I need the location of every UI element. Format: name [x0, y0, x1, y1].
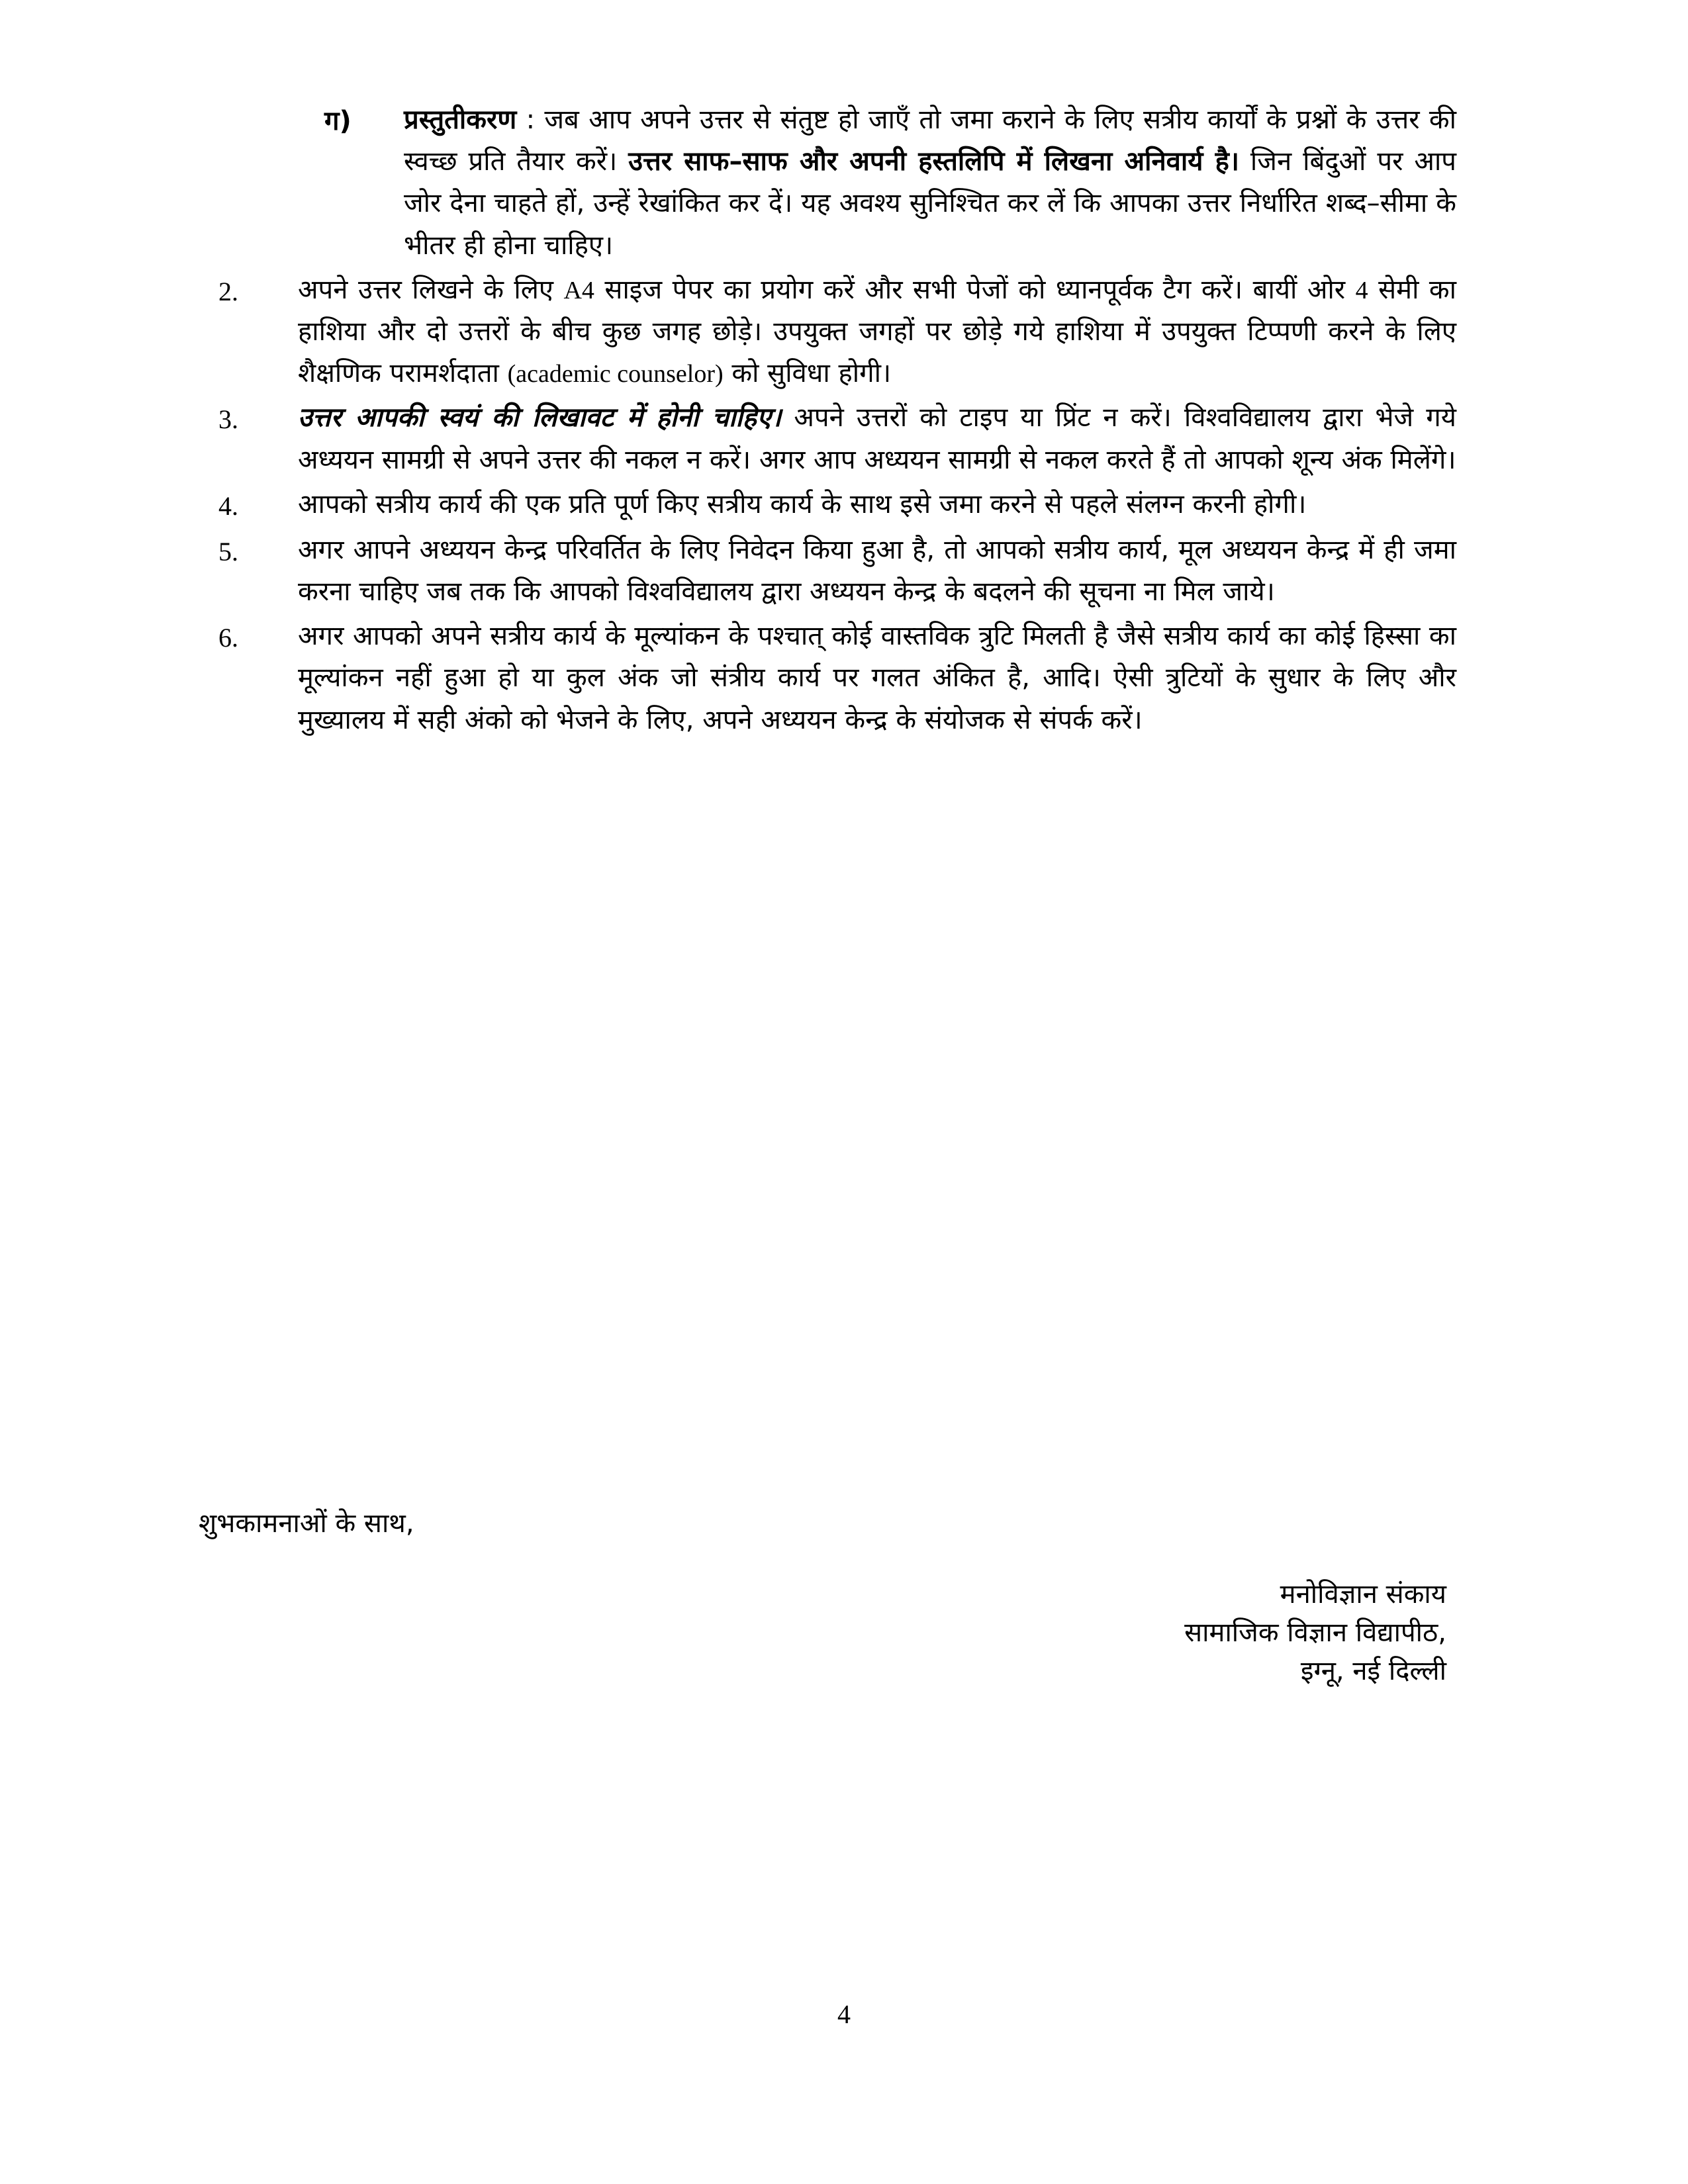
item2-academic-counselor: (academic counselor)	[507, 360, 724, 388]
list-item-6	[218, 615, 1456, 741]
list-item-4	[218, 484, 1456, 527]
item2-text-a: अपने उत्तर लिखने के लिए	[298, 274, 564, 305]
list-item-ga	[324, 99, 1456, 267]
item3-bold-italic-emphasis: उत्तर आपकी स्वयं की लिखावट में होनी चाहिए।	[298, 402, 782, 433]
sub-item-bold-emphasis: उत्तर साफ–साफ और अपनी हस्तलिपि में लिखना अनिवार्य है।	[628, 146, 1239, 177]
item2-paper-size: A4	[563, 276, 594, 304]
list-marker-ga: ग)	[324, 106, 352, 136]
list-text-4: आपको सत्रीय कार्य की एक प्रति पूर्ण किए सत्रीय कार्य के साथ इसे जमा करने से पहले संलग्न करनी होगी।	[298, 488, 1307, 520]
list-marker-4: 4.	[218, 490, 238, 521]
list-marker-2: 2.	[218, 276, 238, 306]
list-marker-6: 6.	[218, 623, 238, 653]
list-text-6: अगर आपको अपने सत्रीय कार्य के मूल्यांकन के पश्चात् कोई वास्तविक त्रुटि मिलती है जैसे सत्रीय कार्य का कोई हिस्सा का मूल्यांकन नहीं हुआ हो या कुल अंक जो संत्रीय कार्य पर गलत अंकित है, आदि। ऐसी त्रुटियों के सुधार के लिए और मुख्यालय में सही अंको को भेजने के लिए, अपने अध्ययन केन्द्र के संयोजक से संपर्क करें।	[298, 621, 1456, 735]
closing-salutation: शुभकामनाओं के साथ,	[199, 1508, 414, 1539]
item2-text-c: सेमी का हाशिया और दो उत्तरों के बीच कुछ जगह छोड़े। उपयुक्त जगहों पर छोड़े गये हाशिया में उपयुक्त टिप्पणी करने के लिए शैक्षणिक परामर्शदाता	[298, 274, 1456, 389]
item3-text: अपने उत्तरों को टाइप या प्रिंट न करें। विश्वविद्यालय द्वारा भेजे गये अध्ययन सामग्री से अपने उत्तर की नकल न करें। अगर आप अध्ययन सामग्री से नकल करते हैं तो आपको शून्य अंक मिलेंगे।	[298, 402, 1456, 475]
instructions-list	[218, 99, 1456, 744]
list-text-5: अगर आपने अध्ययन केन्द्र परिवर्तित के लिए निवेदन किया हुआ है, तो आपको सत्रीय कार्य, मूल अध्ययन केन्द्र में ही जमा करना चाहिए जब तक कि आपको विश्वविद्यालय द्वारा अध्ययन केन्द्र के बदलने की सूचना ना मिल जाये।	[298, 534, 1456, 608]
list-item-2	[218, 269, 1456, 395]
sub-item-text-part2: जिन बिंदुओं पर आप जोर देना चाहते हों, उन्हें रेखांकित कर दें। यह अवश्य सुनिश्चित कर लें कि आपका उत्तर निर्धारित शब्द–सीमा के भीतर ही होना चाहिए।	[404, 146, 1456, 261]
item2-text-d: को सुविधा होगी।	[723, 358, 892, 389]
item2-margin-cm: 4	[1355, 276, 1368, 304]
list-text-ga	[404, 99, 1456, 267]
sub-item-colon: :	[516, 105, 545, 135]
signature-school: सामाजिक विज्ञान विद्यापीठ,	[1184, 1617, 1446, 1648]
sub-item-heading: प्रस्तुतीकरण	[404, 105, 517, 135]
list-marker-5: 5.	[218, 536, 238, 567]
list-text-3	[298, 397, 1456, 480]
sub-item-text-part1: जब आप अपने उत्तर से संतुष्ट हो जाएँ तो जमा कराने के लिए सत्रीय कार्यों के प्रश्नों के उत्तर की स्वच्छ प्रति तैयार करें।	[404, 105, 1456, 177]
signature-institution: इग्नू, नई दिल्ली	[1300, 1656, 1446, 1686]
list-item-5	[218, 529, 1456, 613]
signature-faculty: मनोविज्ञान संकाय	[1280, 1579, 1446, 1610]
list-text-2	[298, 269, 1456, 395]
list-marker-3: 3.	[218, 404, 238, 435]
page-number: 4	[837, 1999, 851, 2029]
list-item-3	[218, 397, 1456, 480]
item2-text-b: साइज पेपर का प्रयोग करें और सभी पेजों को ध्यानपूर्वक टैग करें। बायीं ओर	[594, 274, 1356, 305]
signature-block	[1184, 1575, 1446, 1690]
